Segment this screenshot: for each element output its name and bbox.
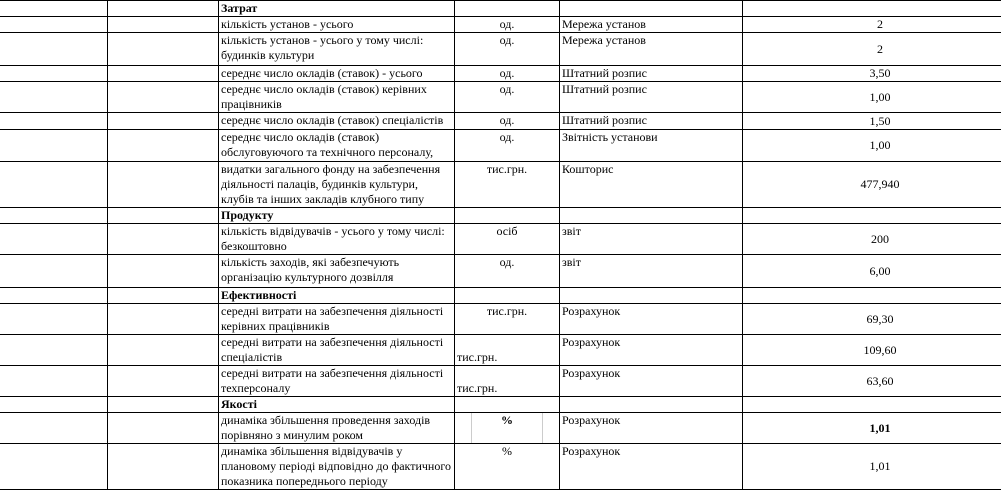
empty-cell	[108, 255, 219, 288]
indicator-name: видатки загального фонду на забезпечення діяльності палаців, будинків культури, клубів та інших закладів клубного типу	[219, 162, 455, 208]
section-row	[0, 288, 1001, 304]
empty-cell	[0, 130, 108, 162]
empty-cell	[0, 66, 108, 82]
value-cell: 3,50	[743, 66, 1001, 82]
source-cell: Розрахунок	[560, 366, 743, 397]
table-row	[0, 444, 1001, 490]
empty-cell	[108, 224, 219, 255]
empty-cell	[108, 444, 219, 490]
empty-cell	[0, 397, 108, 413]
empty-cell	[0, 82, 108, 113]
empty-cell	[108, 366, 219, 397]
table-row	[0, 17, 1001, 33]
empty-cell	[0, 33, 108, 66]
empty-cell	[0, 304, 108, 335]
indicator-name: кількість заходів, які забезпечують організацію культурного дозвілля	[219, 255, 455, 288]
table-row	[0, 33, 1001, 66]
value-cell: 6,00	[743, 255, 1001, 288]
empty-cell	[560, 288, 743, 304]
section-heading: Продукту	[219, 208, 455, 224]
empty-cell	[0, 255, 108, 288]
empty-cell	[108, 82, 219, 113]
table-row	[0, 335, 1001, 366]
unit-cell: од.	[455, 255, 560, 288]
empty-cell	[108, 66, 219, 82]
empty-cell	[108, 33, 219, 66]
table-row	[0, 366, 1001, 397]
unit-cell: од.	[455, 17, 560, 33]
value-cell: 200	[743, 224, 1001, 255]
empty-cell	[0, 335, 108, 366]
table-row	[0, 255, 1001, 288]
empty-cell	[108, 288, 219, 304]
section-row	[0, 397, 1001, 413]
empty-cell	[108, 1, 219, 17]
source-cell: Штатний розпис	[560, 82, 743, 113]
unit-cell: од.	[455, 33, 560, 66]
unit-cell: осіб	[455, 224, 560, 255]
source-cell: Мережа установ	[560, 33, 743, 66]
unit-cell: од.	[455, 113, 560, 130]
empty-cell	[455, 288, 560, 304]
value-cell: 1,50	[743, 113, 1001, 130]
empty-cell	[108, 162, 219, 208]
empty-cell	[0, 17, 108, 33]
empty-cell	[108, 304, 219, 335]
table-row	[0, 162, 1001, 208]
value-cell: 1,00	[743, 130, 1001, 162]
section-heading: Затрат	[219, 1, 455, 17]
unit-cell: од.	[455, 130, 560, 162]
source-cell: звіт	[560, 224, 743, 255]
unit-cell: тис.грн.	[455, 162, 560, 208]
table-row	[0, 82, 1001, 113]
source-cell: Мережа установ	[560, 17, 743, 33]
empty-cell	[0, 208, 108, 224]
empty-cell	[455, 1, 560, 17]
unit-cell: %	[455, 444, 560, 490]
source-cell: Розрахунок	[560, 335, 743, 366]
indicator-name: динаміка збільшення відвідувачів у плановому періоді відповідно до фактичного показника попереднього періоду	[219, 444, 455, 490]
unit-cell: тис.грн.	[455, 304, 560, 335]
value-cell: 477,940	[743, 162, 1001, 208]
indicator-name: середнє число окладів (ставок) обслуговуючого та технічного персоналу,	[219, 130, 455, 162]
value-cell: 109,60	[743, 335, 1001, 366]
empty-cell	[455, 208, 560, 224]
indicator-name: динаміка збільшення проведення заходів порівняно з минулим роком	[219, 413, 455, 444]
value-cell: 2	[743, 17, 1001, 33]
indicator-name: середнє число окладів (ставок) спеціалістів	[219, 113, 455, 130]
table-row	[0, 113, 1001, 130]
source-cell: Кошторис	[560, 162, 743, 208]
empty-cell	[0, 444, 108, 490]
indicator-name: середні витрати на забезпечення діяльності керівних працівників	[219, 304, 455, 335]
empty-cell	[560, 397, 743, 413]
empty-cell	[108, 130, 219, 162]
value-cell: 1,00	[743, 82, 1001, 113]
table-row	[0, 130, 1001, 162]
unit-cell: тис.грн.	[455, 366, 560, 397]
indicator-name: кількість установ - усього	[219, 17, 455, 33]
empty-cell	[0, 113, 108, 130]
source-cell: Звітність установи	[560, 130, 743, 162]
table-row	[0, 413, 1001, 444]
source-cell: Розрахунок	[560, 444, 743, 490]
section-heading: Якості	[219, 397, 455, 413]
empty-cell	[108, 17, 219, 33]
empty-cell	[0, 413, 108, 444]
empty-cell	[743, 1, 1001, 17]
empty-cell	[108, 113, 219, 130]
empty-cell	[108, 413, 219, 444]
indicator-name: кількість установ - усього у тому числі: будинків культури	[219, 33, 455, 66]
unit-cell: %	[455, 413, 560, 444]
source-cell: Штатний розпис	[560, 66, 743, 82]
unit-cell: од.	[455, 66, 560, 82]
empty-cell	[108, 397, 219, 413]
source-cell: Розрахунок	[560, 413, 743, 444]
value-cell: 69,30	[743, 304, 1001, 335]
empty-cell	[743, 208, 1001, 224]
indicator-name: середні витрати на забезпечення діяльності спеціалістів	[219, 335, 455, 366]
empty-cell	[455, 397, 560, 413]
table-row	[0, 304, 1001, 335]
indicator-name: середнє число окладів (ставок) - усього	[219, 66, 455, 82]
source-cell: Розрахунок	[560, 304, 743, 335]
value-cell: 1,01	[743, 413, 1001, 444]
empty-cell	[0, 288, 108, 304]
empty-cell	[560, 208, 743, 224]
empty-cell	[108, 208, 219, 224]
indicator-name: середнє число окладів (ставок) керівних працівників	[219, 82, 455, 113]
section-heading: Ефективності	[219, 288, 455, 304]
indicator-name: середні витрати на забезпечення діяльності техперсоналу	[219, 366, 455, 397]
empty-cell	[0, 1, 108, 17]
empty-cell	[0, 162, 108, 208]
source-cell: звіт	[560, 255, 743, 288]
empty-cell	[743, 288, 1001, 304]
value-cell: 2	[743, 33, 1001, 66]
source-cell: Штатний розпис	[560, 113, 743, 130]
value-cell: 1,01	[743, 444, 1001, 490]
value-cell: 63,60	[743, 366, 1001, 397]
unit-cell: тис.грн.	[455, 335, 560, 366]
table-row	[0, 66, 1001, 82]
empty-cell	[743, 397, 1001, 413]
unit-cell: од.	[455, 82, 560, 113]
section-row	[0, 1, 1001, 17]
section-row	[0, 208, 1001, 224]
empty-cell	[0, 224, 108, 255]
table-row	[0, 224, 1001, 255]
empty-cell	[0, 366, 108, 397]
empty-cell	[108, 335, 219, 366]
empty-cell	[560, 1, 743, 17]
indicator-name: кількість відвідувачів - усього у тому числі: безкоштовно	[219, 224, 455, 255]
